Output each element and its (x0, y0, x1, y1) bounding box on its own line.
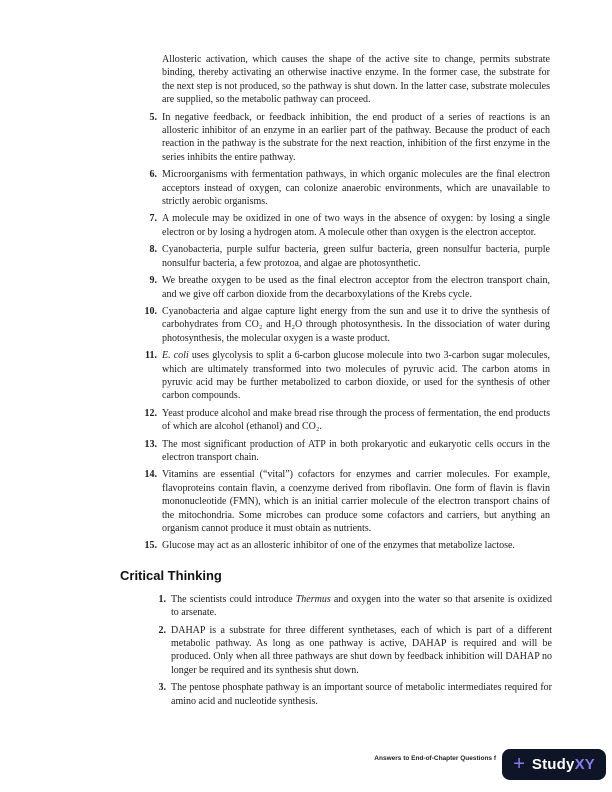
ct-item (152, 681, 552, 708)
item-number: 7. (149, 213, 157, 225)
item-text (162, 305, 550, 345)
item-text (162, 168, 550, 208)
answer-item (140, 168, 550, 208)
studyxy-logo[interactable] (502, 749, 606, 780)
answer-item (140, 468, 550, 535)
item-text (162, 111, 550, 165)
text-segment: Vitamins are essential (“vital”) cofactors for enzymes and carrier molecules. For example, flavoproteins contain flavin, a coenzyme derived from riboflavin. One form of flavin is flavin mononucleotide (FMN), which is an initial carrier molecule of the electron transport chains of the mitochondria. Some microbes can produce some cofactors and carriers, but anything an organism cannot produce it must obtain as nutrients. (162, 469, 550, 534)
item-number: 1. (158, 593, 166, 605)
footer-caption: Answers to End-of-Chapter Questions f (374, 755, 496, 762)
italic-text: E. coli (162, 350, 189, 362)
item-number: 12. (144, 407, 157, 419)
logo-text-study: Study (531, 756, 575, 773)
item-number: 13. (144, 438, 157, 450)
item-number: 15. (144, 540, 157, 552)
text-segment: Cyanobacteria and algae capture light energy from the sun and use it to drive the synthesis of carbohydrates from CO₂ and H₂O through photosynthesis. In the dissociation of water during photosynthesis, the molecular oxygen is a waste product. (162, 305, 550, 344)
text-segment: We breathe oxygen to be used as the final electron acceptor from the electron transport chain, and we give off carbon dioxide from the decarboxylations of the Krebs cycle. (162, 275, 550, 300)
item-text (162, 274, 550, 301)
item-text (171, 681, 552, 708)
item-text (162, 468, 550, 535)
item-text (162, 407, 550, 434)
answer-item (140, 305, 550, 345)
answer-item (140, 212, 550, 239)
text-segment: Glucose may act as an allosteric inhibitor of one of the enzymes that metabolize lactose. (162, 540, 515, 552)
text-segment: Allosteric activation, which causes the shape of the active site to change, permits substrate binding, thereby activating an otherwise inactive enzyme. In the former case, the substrate for the next step is not produced, so the pathway is shut down. In the latter case, substrate molecules are supplied, so the metabolic pathway can proceed. (162, 54, 550, 106)
item-number: 2. (158, 624, 166, 636)
text-segment: Microorganisms with fermentation pathways, in which organic molecules are the final electron acceptors instead of oxygen, can colonize anaerobic environments, which are unavailable to strictly aerobic organisms. (162, 169, 550, 208)
ct-item (152, 624, 552, 678)
item-text (162, 212, 550, 239)
item-number: 3. (158, 682, 166, 694)
answer-item (140, 539, 550, 552)
item-text (162, 53, 550, 107)
answer-item (140, 111, 550, 165)
answer-item (140, 407, 550, 434)
answer-item (140, 274, 550, 301)
text-segment: Yeast produce alcohol and make bread rise through the process of fermentation, the end products of which are alcohol (ethanol) and CO₂. (162, 407, 550, 433)
answer-item-continuation (140, 53, 550, 107)
text-segment: In negative feedback, or feedback inhibition, the end product of a series of reactions is an allosteric inhibitor of an enzyme in an earlier part of the pathway. Because the product of each reaction in the pathway is the substrate for the next reaction, inhibition of the first enzyme in the series inhibits the entire pathway. (162, 111, 550, 163)
item-text (162, 349, 550, 403)
logo-text-xy: XY (574, 756, 595, 773)
text-segment: and oxygen into the water so that arsenite is oxidized to arsenate. (171, 593, 552, 619)
critical-thinking-section (0, 593, 612, 708)
document-page (0, 53, 612, 712)
critical-thinking-list (0, 593, 612, 708)
item-number: 14. (144, 469, 157, 481)
item-text (162, 539, 550, 552)
item-number: 11. (145, 350, 157, 362)
page-footer (0, 748, 612, 784)
text-segment: The pentose phosphate pathway is an important source of metabolic intermediates required for amino acid and nucleotide synthesis. (171, 682, 552, 707)
text-segment: DAHAP is a substrate for three different synthetases, each of which is part of a different metabolic pathway. As long as one pathway is active, DAHAP is required and will be produced. Only when all three pathways are shut down by feedback inhibition will DAHAP no longer be required and its synthesis shut down. (171, 624, 552, 676)
item-number: 10. (144, 305, 157, 317)
text-segment: The most significant production of ATP in both prokaryotic and eukaryotic cells occurs in the electron transport chain. (162, 438, 550, 463)
ct-item (152, 593, 552, 620)
text-segment: uses glycolysis to split a 6-carbon glucose molecule into two 3-carbon sugar molecules, which are ultimately transformed into two molecules of pyruvic acid. The carbon atoms in pyruvic acid may be further metabolized to carbon dioxide, or used for the synthesis of other carbon compounds. (162, 350, 550, 402)
critical-thinking-heading: Critical Thinking (120, 567, 222, 583)
answer-item (140, 438, 550, 465)
item-text (171, 624, 552, 678)
item-text (171, 593, 552, 620)
item-text (162, 243, 550, 270)
answers-list (0, 111, 612, 553)
item-number: 8. (149, 244, 157, 256)
text-segment: The scientists could introduce (171, 593, 296, 605)
answer-item (140, 243, 550, 270)
answers-section (0, 53, 612, 553)
text-segment: A molecule may be oxidized in one of two ways in the absence of oxygen: by losing a single electron or by losing a hydrogen atom. A molecule other than oxygen is the electron acceptor. (162, 213, 550, 238)
plus-icon: + (513, 752, 525, 775)
item-number: 5. (149, 111, 157, 123)
italic-text: Thermus (295, 593, 331, 605)
answer-item (140, 349, 550, 403)
item-number (140, 53, 157, 107)
text-segment: Cyanobacteria, purple sulfur bacteria, green sulfur bacteria, green nonsulfur bacteria, purple nonsulfur bacteria, a few protozoa, and algae are photosynthetic. (162, 244, 550, 269)
item-text (162, 438, 550, 465)
item-number: 6. (149, 169, 157, 181)
item-number: 9. (149, 275, 157, 287)
